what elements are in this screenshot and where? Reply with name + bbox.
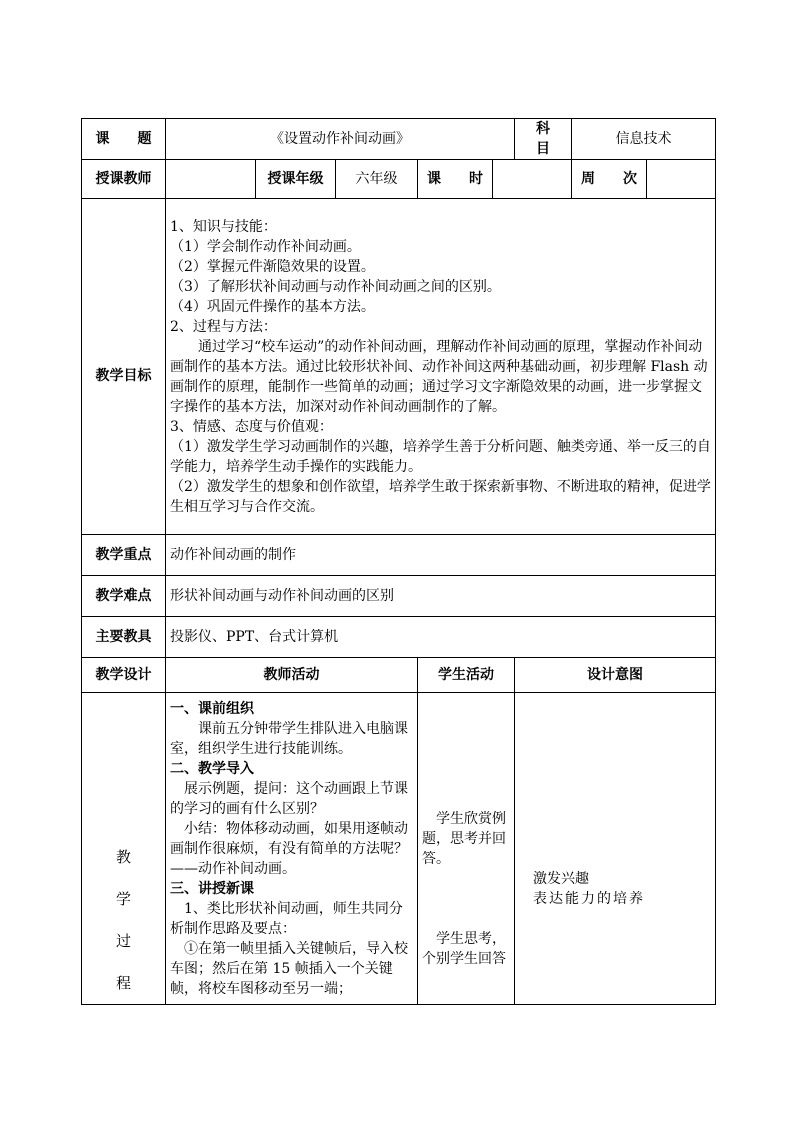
period-label: 课 时 xyxy=(418,160,493,199)
objectives-content xyxy=(166,199,716,535)
difficulty-label: 教学难点 xyxy=(82,576,166,617)
design-label: 教学设计 xyxy=(82,658,166,693)
objective-paragraph: （1）激发学生学习动画制作的兴趣，培养学生善于分析问题、触类旁通、举一反三的自学能力，培养学生动手操作的实践能力。 xyxy=(170,438,711,475)
section-heading: 三、讲授新课 xyxy=(170,880,254,897)
student-activity-header: 学生活动 xyxy=(418,658,515,693)
subject-value: 《设置动作补间动画》 xyxy=(166,119,515,160)
design-intent xyxy=(515,693,716,1005)
section-heading: 一、课前组织 xyxy=(170,700,254,717)
paragraph: 1、类比形状补间动画，师生共同分析制作思路及要点： xyxy=(170,900,403,937)
key-point-value: 动作补间动画的制作 xyxy=(166,535,716,576)
intent-note: 表达能力的培养 xyxy=(533,890,646,907)
process-char: 学 xyxy=(115,890,131,908)
student-note: 学生欣赏例题，思考并回答。 xyxy=(422,810,506,867)
paragraph: 展示例题，提问：这个动画跟上节课的学习的画有什么区别？ xyxy=(170,780,408,817)
objectives-label: 教学目标 xyxy=(82,199,166,535)
row-objectives xyxy=(82,199,716,535)
period-value xyxy=(493,160,572,199)
process-char: 程 xyxy=(115,974,131,992)
row-tools xyxy=(82,617,716,658)
intent-note: 激发兴趣 xyxy=(533,870,590,887)
paragraph: 课前五分钟带学生排队进入电脑课室，组织学生进行技能训练。 xyxy=(170,720,408,757)
teacher-value xyxy=(166,160,256,199)
week-value xyxy=(647,160,716,199)
tools-value: 投影仪、PPT、台式计算机 xyxy=(166,617,716,658)
row-difficulty xyxy=(82,576,716,617)
design-intent-header: 设计意图 xyxy=(515,658,716,693)
process-char: 教 xyxy=(115,848,131,866)
row-teacher xyxy=(82,160,716,199)
week-label: 周 次 xyxy=(572,160,647,199)
teacher-activity-header: 教师活动 xyxy=(166,658,418,693)
objective-line: 1、知识与技能： xyxy=(170,218,277,235)
paragraph: ①在第一帧里插入关键帧后，导入校车图；然后在第 15 帧插入一个关键帧，将校车图移动至另一端； xyxy=(170,940,408,997)
row-key-point xyxy=(82,535,716,576)
objective-line: （4）巩固元件操作的基本方法。 xyxy=(170,298,375,315)
grade-value: 六年级 xyxy=(336,160,418,199)
key-point-label: 教学重点 xyxy=(82,535,166,576)
objective-paragraph: 通过学习“校车运动”的动作补间动画，理解动作补间动画的原理，掌握动作补间动画制作的基本方法。通过比较形状补间、动作补间这两种基础动画，初步理解 Flash 动画制作的原理，能制作一些简单的动画；通过学习文字渐隐效果的动画，进一步掌握文字操作的基本方法，加深对动作补间动画制作的了解。 xyxy=(170,338,708,415)
objective-paragraph: （2）激发学生的想象和创作欲望，培养学生敢于探索新事物、不断进取的精神，促进学生相互学习与合作交流。 xyxy=(170,478,711,515)
paragraph: 小结：物体移动动画，如果用逐帧动画制作很麻烦，有没有简单的方法呢？——动作补间动画。 xyxy=(170,820,408,877)
objective-line: 3、情感、态度与价值观： xyxy=(170,418,333,435)
subject-label: 课 题 xyxy=(82,119,166,160)
process-label xyxy=(82,693,166,1005)
teacher-activity xyxy=(166,693,418,1005)
student-activity xyxy=(418,693,515,1005)
objective-line: （2）掌握元件渐隐效果的设置。 xyxy=(170,258,375,275)
course-value: 信息技术 xyxy=(572,119,716,160)
objective-line: 2、过程与方法： xyxy=(170,318,277,335)
section-heading: 二、教学导入 xyxy=(170,760,254,777)
process-char: 过 xyxy=(115,932,131,950)
teacher-label: 授课教师 xyxy=(82,160,166,199)
student-note: 学生思考，个别学生回答 xyxy=(422,930,506,967)
tools-label: 主要教具 xyxy=(82,617,166,658)
objective-line: （1）学会制作动作补间动画。 xyxy=(170,238,361,255)
lesson-plan-table xyxy=(81,118,716,1005)
row-process xyxy=(82,693,716,1005)
objective-line: （3）了解形状补间动画与动作补间动画之间的区别。 xyxy=(170,278,501,295)
grade-label: 授课年级 xyxy=(256,160,336,199)
row-subject xyxy=(82,119,716,160)
course-label: 科 目 xyxy=(515,119,572,160)
row-design-header xyxy=(82,658,716,693)
difficulty-value: 形状补间动画与动作补间动画的区别 xyxy=(166,576,716,617)
